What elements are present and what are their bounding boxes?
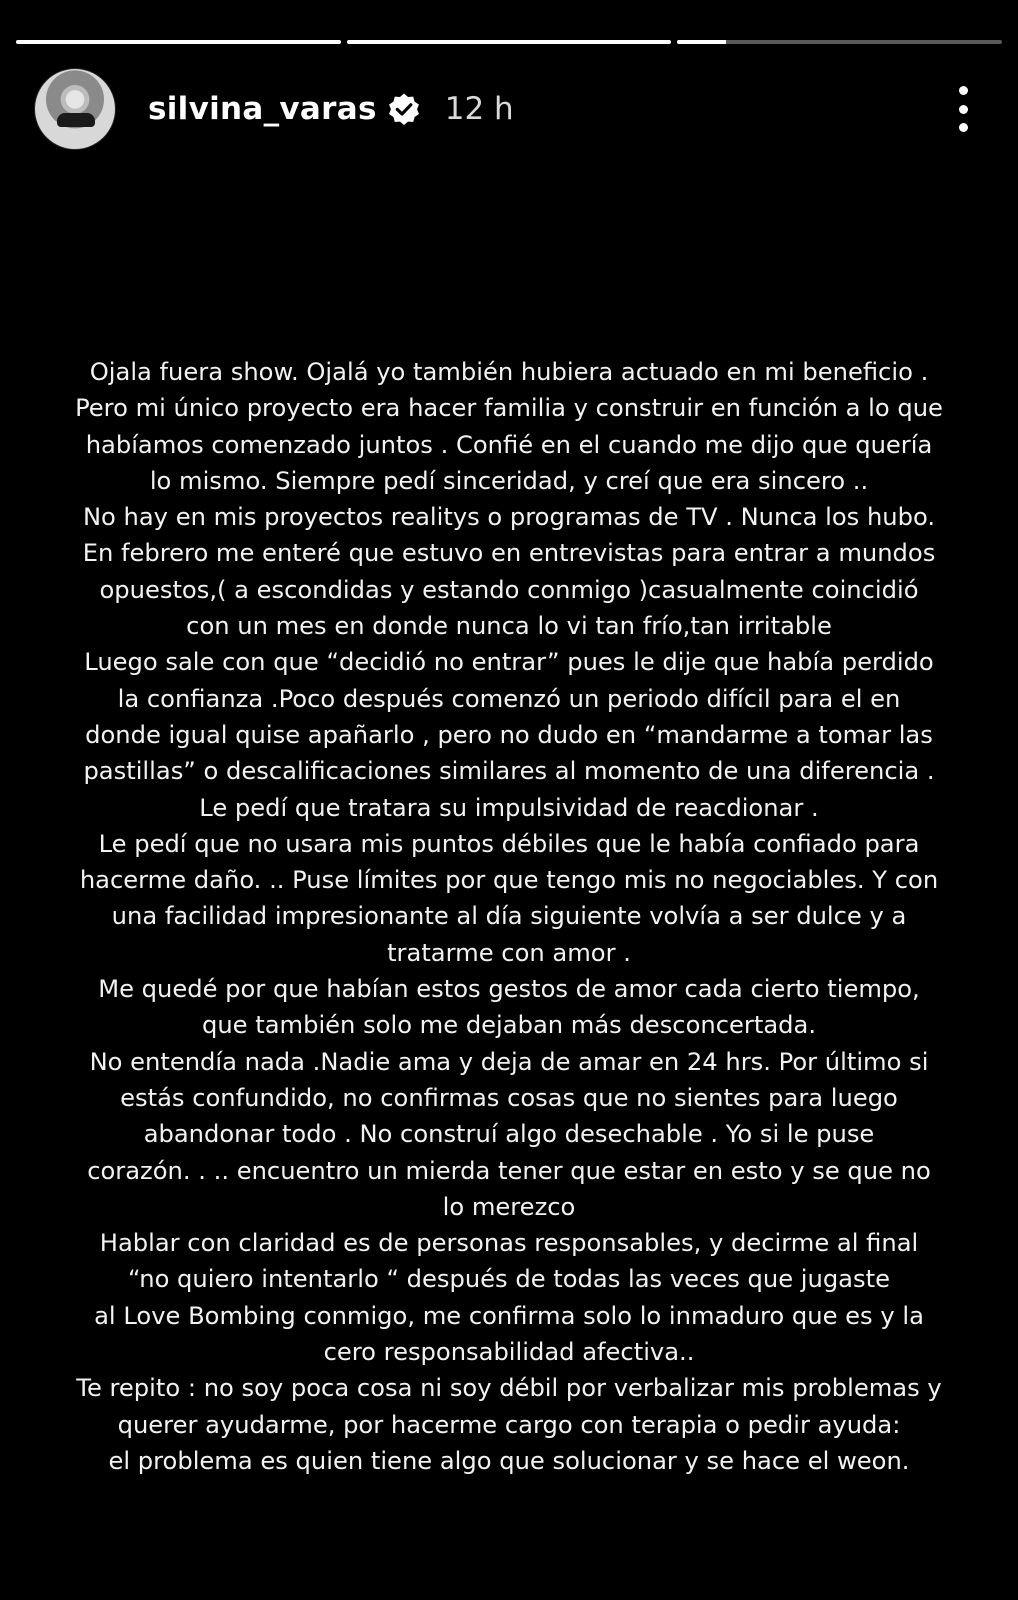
progress-fill-2: [347, 40, 672, 44]
username[interactable]: silvina_varas: [148, 91, 377, 127]
story-text-line: donde igual quise apañarlo , pero no dudo en “mandarme a tomar las: [85, 720, 933, 749]
progress-fill-3: [677, 40, 726, 44]
story-text-line: cero responsabilidad afectiva..: [323, 1338, 695, 1367]
story-text-line: Hablar con claridad es de personas responsables, y decirme al final: [99, 1229, 919, 1258]
story-text-line: Le pedí que no usara mis puntos débiles que le había confiado para: [98, 829, 920, 858]
story-text-line: lo mismo. Siempre pedí sinceridad, y creí que era sincero ..: [149, 466, 869, 495]
story-text-line: Ojala fuera show. Ojalá yo también hubiera actuado en mi beneficio .: [89, 358, 929, 386]
progress-segment-3: [677, 40, 1002, 44]
story-text-line: abandonar todo . No construí algo desechable . Yo si le puse: [143, 1120, 875, 1149]
story-text-line: hacerme daño. .. Puse límites por que tengo mis no negociables. Y con: [79, 866, 939, 895]
story-text-line: En febrero me enteré que estuvo en entrevistas para entrar a mundos: [82, 539, 936, 568]
story-text-line: con un mes en donde nunca lo vi tan frío,tan irritable: [186, 612, 832, 641]
story-text-line: que también solo me dejaban más desconcertada.: [201, 1011, 817, 1040]
story-text-line: el problema es quien tiene algo que solucionar y se hace el weon.: [108, 1446, 910, 1475]
story-text-line: Me quedé por que habían estos gestos de amor cada cierto tiempo,: [98, 975, 920, 1004]
story-text-line: querer ayudarme, por hacerme cargo con terapia o pedir ayuda:: [117, 1410, 901, 1439]
verified-badge-icon: [387, 92, 421, 126]
story-text-line: Luego sale con que “decidió no entrar” pues le dije que había perdido: [84, 648, 934, 677]
story-text-line: lo merezco: [442, 1192, 576, 1221]
story-text-line: tratarme con amor .: [387, 938, 631, 967]
story-text-line: habíamos comenzado juntos . Confié en el cuando me dijo que quería: [85, 430, 933, 459]
story-text-line: No hay en mis proyectos realitys o programas de TV . Nunca los hubo.: [82, 503, 936, 532]
story-text-line: una facilidad impresionante al día siguiente volvía a ser dulce y a: [111, 902, 907, 931]
progress-segment-2: [347, 40, 672, 44]
story-text-line: Pero mi único proyecto era hacer familia y construir en función a lo que: [75, 394, 943, 423]
story-text-line: corazón. . .. encuentro un mierda tener que estar en esto y se que no: [87, 1156, 931, 1185]
post-time: 12 h: [444, 91, 514, 127]
story-text-line: la confianza .Poco después comenzó un periodo difícil para el en: [117, 684, 901, 713]
story-text-line: estás confundido, no confirmas cosas que no sientes para luego: [120, 1083, 898, 1112]
menu-dot: [959, 86, 968, 95]
story-text-block: [40, 354, 978, 1479]
menu-dot: [959, 123, 968, 132]
story-text-line: opuestos,( a escondidas y estando conmigo )casualmente coincidió: [99, 575, 919, 604]
story-text-line: Te repito : no soy poca cosa ni soy débil por verbalizar mis problemas y: [76, 1374, 942, 1403]
story-text-line: Le pedí que tratara su impulsividad de reacdionar .: [199, 793, 819, 822]
story-text-line: “no quiero intentarlo “ después de todas las veces que jugaste: [128, 1265, 890, 1294]
progress-fill-1: [16, 40, 341, 44]
profile-avatar[interactable]: [34, 68, 116, 150]
more-options-icon[interactable]: [948, 86, 978, 132]
story-text-line: No entendía nada .Nadie ama y deja de amar en 24 hrs. Por último si: [89, 1047, 929, 1076]
story-header: [34, 67, 978, 151]
story-text-line: pastillas” o descalificaciones similares al momento de una diferencia .: [83, 757, 935, 786]
menu-dot: [959, 105, 968, 114]
progress-segment-1: [16, 40, 341, 44]
story-progress-bar: [16, 40, 1002, 44]
story-text-line: al Love Bombing conmigo, me confirma solo lo inmaduro que es y la: [94, 1301, 924, 1330]
